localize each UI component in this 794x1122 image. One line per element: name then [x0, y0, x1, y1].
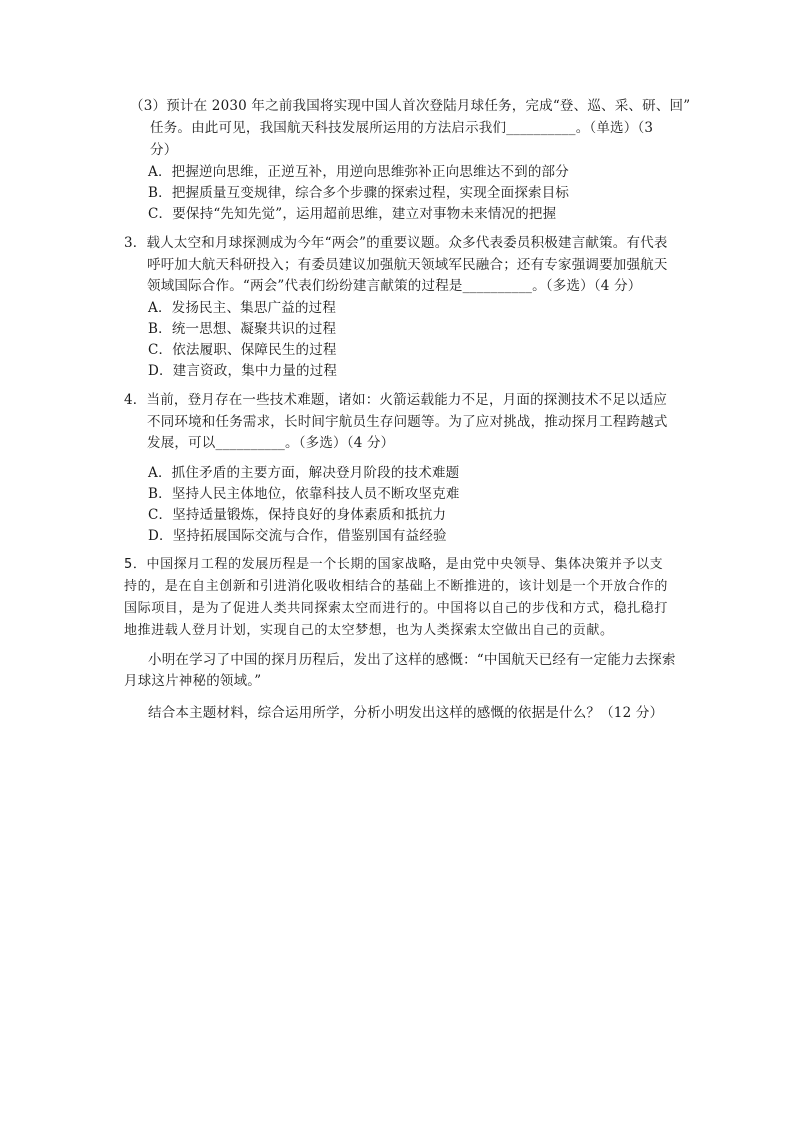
- q2-3-line-3: 分）: [150, 142, 178, 158]
- q4-line-2: 不同环境和任务需求，长时间宇航员生存问题等。为了应对挑战，推动探月工程跨越式: [147, 414, 668, 430]
- q4-line-1: 4．当前，登月存在一些技术难题，诸如：火箭运载能力不足，月面的探测技术不足以适应: [124, 392, 668, 408]
- q5-xiaoming-line-1: 小明在学习了中国的探月历程后，发出了这样的感慨：“中国航天已经有一定能力去探索: [148, 652, 676, 668]
- q4-option-d: D．坚持拓展国际交流与合作，借鉴别国有益经验: [148, 528, 447, 544]
- q3-option-c: C．依法履职、保障民生的过程: [148, 342, 337, 358]
- q4-line-3: 发展，可以__________。（多选）（4 分）: [147, 435, 395, 451]
- q3-line-2: 呼吁加大航天科研投入；有委员建议加强航天领域军民融合；还有专家强调要加强航天: [147, 257, 668, 273]
- q5-material-line-3: 国际项目，是为了促进人类共同探索太空而进行的。中国将以自己的步伐和方式，稳扎稳打: [124, 601, 669, 616]
- q5-material-line-4: 地推进载人登月计划，实现自己的太空梦想，也为人类探索太空做出自己的贡献。: [124, 623, 614, 638]
- q3-option-a: A．发扬民主、集思广益的过程: [148, 300, 337, 316]
- q2-3-option-c: C．要保持“先知先觉”，运用超前思维，建立对事物未来情况的把握: [148, 206, 557, 222]
- q3-option-d: D．建言资政，集中力量的过程: [148, 363, 338, 379]
- q5-material-line-2: 持的，是在自主创新和引进消化吸收相结合的基础上不断推进的，该计划是一个开放合作的: [124, 579, 669, 594]
- q5-material-line-1: 5．中国探月工程的发展历程是一个长期的国家战略，是由党中央领导、集体决策并予以支: [124, 557, 664, 572]
- q5-question: 结合本主题材料，综合运用所学，分析小明发出这样的感慨的依据是什么？（12 分）: [148, 705, 664, 721]
- q2-3-option-b: B．把握质量互变规律，综合多个步骤的探索过程，实现全面探索目标: [148, 185, 570, 201]
- q2-3-line-2: 任务。由此可见，我国航天科技发展所运用的方法启示我们__________。（单选）（3: [150, 120, 654, 136]
- q2-3-line-1: （3）预计在 2030 年之前我国将实现中国人首次登陆月球任务，完成“登、巡、采、研、回”: [130, 98, 691, 114]
- q3-option-b: B．统一思想、凝聚共识的过程: [148, 321, 337, 337]
- q5-xiaoming-line-2: 月球这片神秘的领域。”: [124, 673, 262, 689]
- q3-line-1: 3．载人太空和月球探测成为今年“两会”的重要议题。众多代表委员积极建言献策。有代表: [124, 235, 668, 251]
- q4-option-b: B．坚持人民主体地位，依靠科技人员不断攻坚克难: [148, 486, 460, 502]
- q2-3-option-a: A．把握逆向思维，正逆互补，用逆向思维弥补正向思维达不到的部分: [148, 164, 569, 180]
- q4-option-c: C．坚持适量锻炼，保持良好的身体素质和抵抗力: [148, 507, 447, 523]
- q4-option-a: A．抓住矛盾的主要方面，解决登月阶段的技术难题: [148, 465, 460, 481]
- q3-line-3: 领域国际合作。“两会”代表们纷纷建言献策的过程是__________。（多选）（4 分）: [147, 278, 642, 294]
